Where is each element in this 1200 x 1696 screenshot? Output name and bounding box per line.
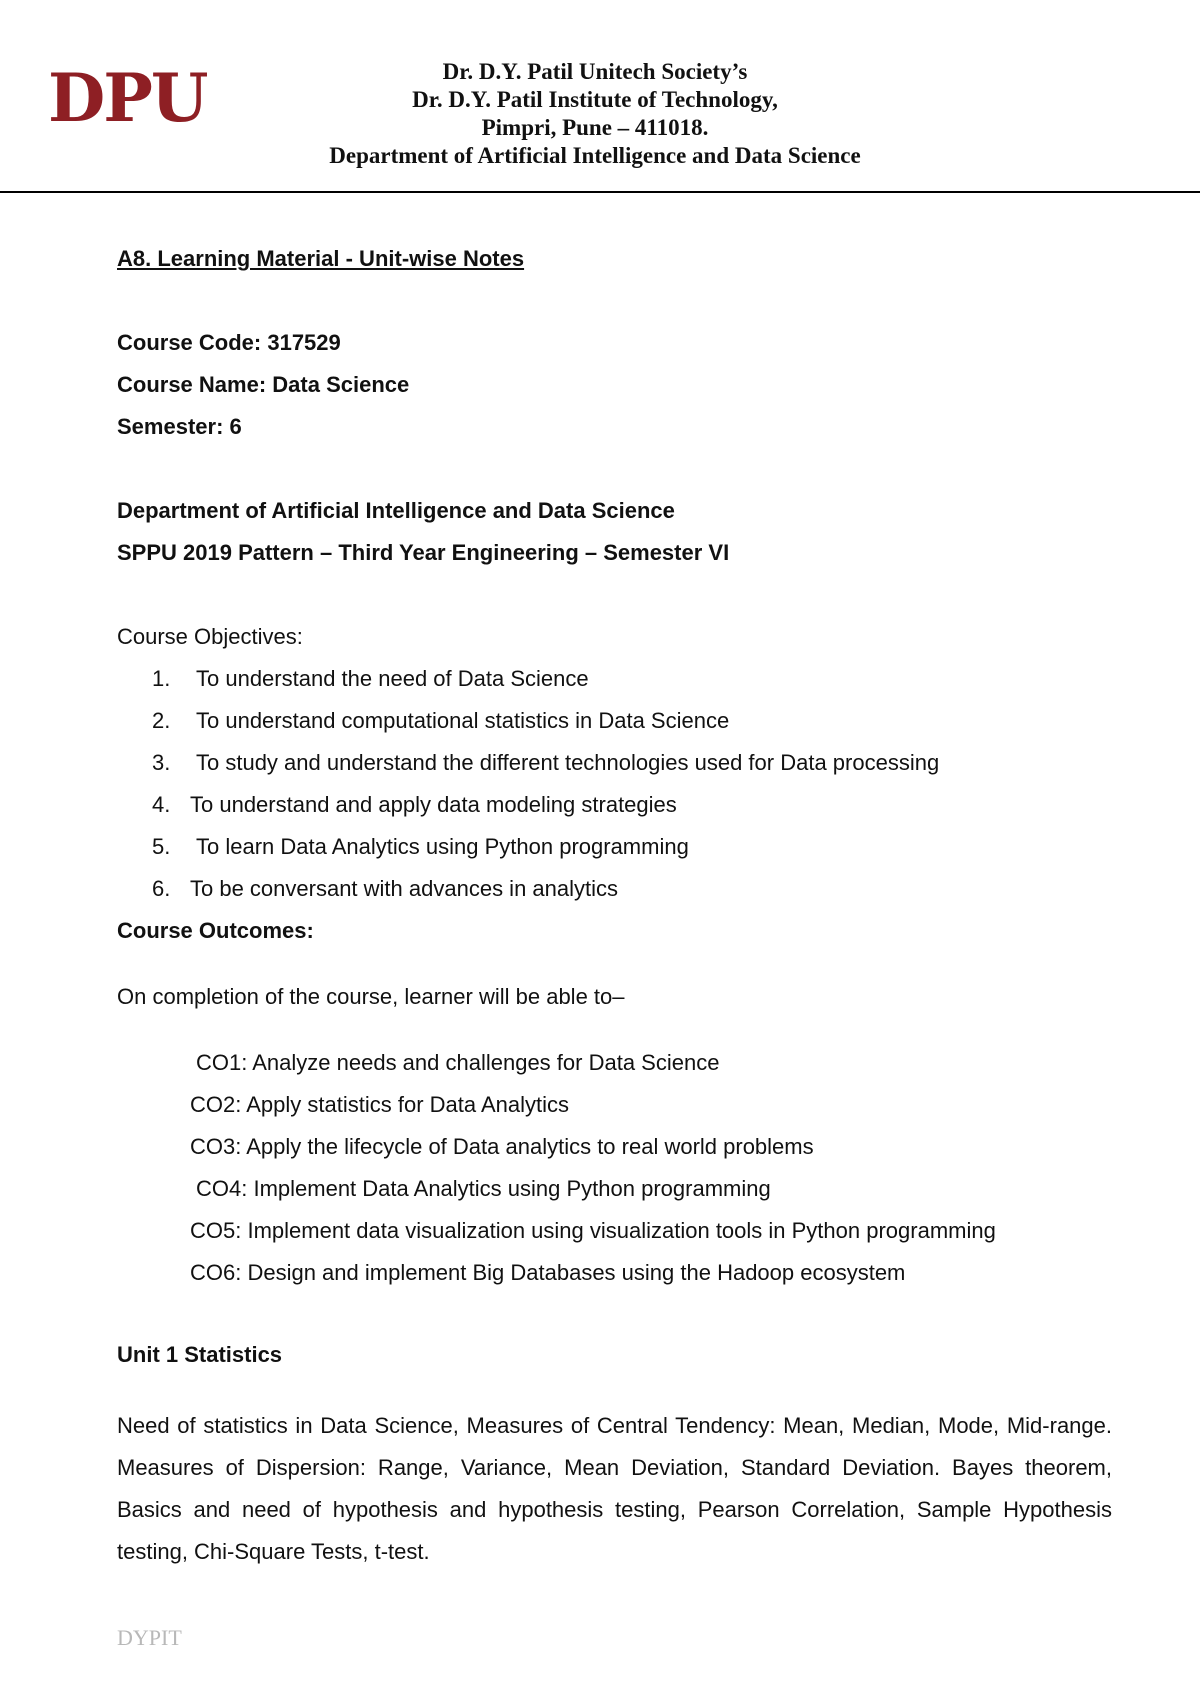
objective-number: 3.: [152, 750, 171, 775]
objective-text: To understand the need of Data Science: [196, 666, 589, 691]
department-name: Department of Artificial Intelligence and Data Science: [117, 498, 675, 523]
outcomes-heading: Course Outcomes:: [117, 918, 314, 943]
course-outcome: CO5: Implement data visualization using visualization tools in Python programming: [190, 1218, 996, 1243]
header-divider: [0, 191, 1200, 193]
page-header: [0, 0, 1200, 196]
course-outcome: CO1: Analyze needs and challenges for Data Science: [196, 1050, 720, 1075]
institution-line: Pimpri, Pune – 411018.: [481, 115, 709, 140]
objective-number: 5.: [152, 834, 171, 859]
objective-number: 2.: [152, 708, 171, 733]
objective-text: To study and understand the different technologies used for Data processing: [196, 750, 940, 775]
course-code: Course Code: 317529: [117, 330, 341, 355]
unit-description: Need of statistics in Data Science, Measures of Central Tendency: Mean, Median, Mode, Mid-range. Measures of Dispersion: Range, Variance, Mean Deviation, Standard Deviation. Bayes theorem, Basics and need of hypothesis and hypothesis testing, Pearson Correlation, Sample Hypothesis testing, Chi-Square Tests, t-test.: [117, 1413, 1112, 1564]
course-outcome: CO6: Design and implement Big Databases using the Hadoop ecosystem: [190, 1260, 906, 1285]
objective-text: To learn Data Analytics using Python programming: [196, 834, 689, 859]
objectives-heading: Course Objectives:: [117, 624, 303, 649]
document-title: A8. Learning Material - Unit-wise Notes: [117, 246, 525, 271]
institution-line: Department of Artificial Intelligence and Data Science: [329, 143, 861, 168]
objective-number: 4.: [152, 792, 171, 817]
logo-text: DPU: [48, 59, 207, 137]
unit-heading: Unit 1 Statistics: [117, 1342, 283, 1367]
outcomes-intro: On completion of the course, learner will be able to–: [117, 984, 625, 1009]
course-outcome: CO4: Implement Data Analytics using Python programming: [196, 1176, 771, 1201]
objective-number: 6.: [152, 876, 171, 901]
institution-logo: [48, 58, 228, 138]
objective-text: To understand computational statistics in Data Science: [196, 708, 730, 733]
institution-block: [240, 58, 950, 170]
course-name: Course Name: Data Science: [117, 372, 410, 397]
institution-line: Dr. D.Y. Patil Unitech Society’s: [442, 59, 748, 84]
objective-number: 1.: [152, 666, 171, 691]
syllabus-pattern: SPPU 2019 Pattern – Third Year Engineering – Semester VI: [117, 540, 730, 565]
institution-line: Dr. D.Y. Patil Institute of Technology,: [412, 87, 778, 112]
course-outcome: CO2: Apply statistics for Data Analytics: [190, 1092, 570, 1117]
semester: Semester: 6: [117, 414, 242, 439]
objective-text: To understand and apply data modeling strategies: [190, 792, 677, 817]
footer-watermark: DYPIT: [117, 1625, 182, 1650]
objective-text: To be conversant with advances in analytics: [190, 876, 619, 901]
course-outcome: CO3: Apply the lifecycle of Data analytics to real world problems: [190, 1134, 814, 1159]
